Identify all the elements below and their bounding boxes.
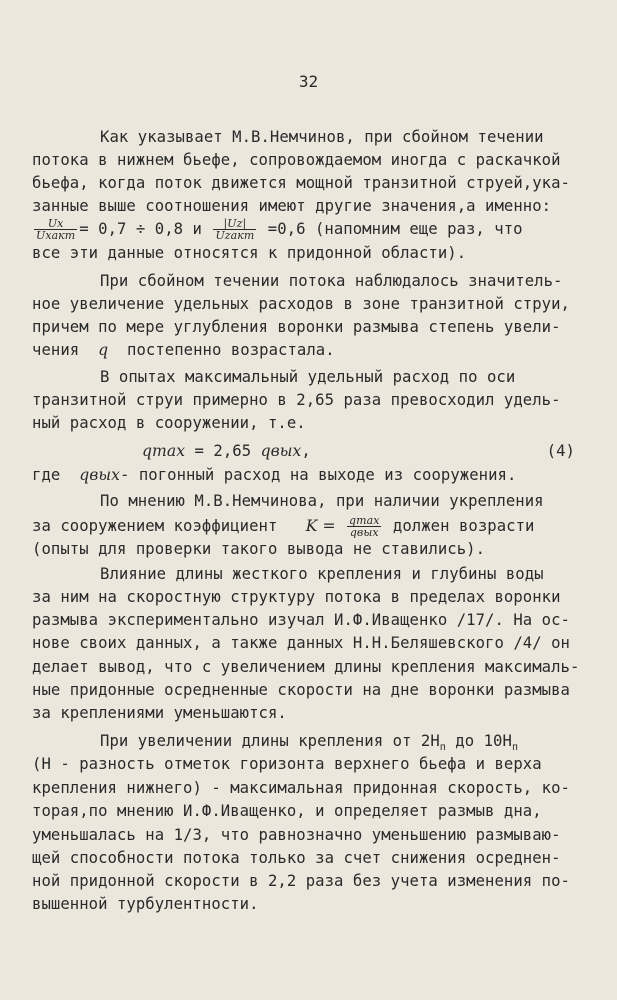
text-line: торая,по мнению И.Ф.Иващенко, и определяет размыв дна,	[32, 802, 542, 820]
equation-4: qmax = 2,65 qвых, (4)	[142, 440, 587, 463]
text-line: В опытах максимальный удельный расход по оси	[100, 368, 516, 386]
text-line: ные придонные осредненные скорости на дне воронки размыва	[32, 681, 570, 699]
text-line: чения q постепенно возрастала.	[32, 341, 335, 359]
text-line: занные выше соотношения имеют другие значения,а именно:	[32, 197, 552, 215]
fraction-ux: $\frac{U̅x}{\text{Uхакт}}$	[36, 218, 76, 241]
text-line: делает вывод, что с увеличением длины крепления максималь-	[32, 658, 580, 676]
text-line: Влияние длины жесткого крепления и глубины воды	[100, 565, 544, 583]
formula-line: $\frac{U̅x}{\text{Uхакт}}$ = 0,7 ÷ 0,8 и $\frac{|U̅z|}{\text{Uzакт}}$ =0,6 (напомним еще раз, что	[36, 218, 523, 241]
text-line: где qвых- погонный расход на выходе из сооружения.	[32, 466, 517, 484]
text-line: за креплениями уменьшаются.	[32, 704, 287, 722]
text-line: за сооружением коэффициент K = $\frac{qmax}{\text{qвых}}$ должен возрасти	[32, 515, 535, 538]
text-line: При увеличении длины крепления от $2H_п$ до $10H_п$	[100, 732, 519, 754]
text-line: размыва экспериментально изучал И.Ф.Иващенко /17/. На ос-	[32, 611, 570, 629]
text-line: вышенной турбулентности.	[32, 895, 259, 913]
text-line: По мнению М.В.Немчинова, при наличии укрепления	[100, 492, 544, 510]
text-line: бьефа, когда поток движется мощной транзитной струей,ука-	[32, 174, 570, 192]
text-line: все эти данные относятся к придонной области).	[32, 244, 467, 262]
fraction-k: $\frac{qmax}{\text{qвых}}$	[349, 515, 380, 538]
text-line: причем по мере углубления воронки размыва степень увели-	[32, 318, 561, 336]
text-line: ное увеличение удельных расходов в зоне транзитной струи,	[32, 295, 570, 313]
text-line: щей способности потока только за счет снижения осреднен-	[32, 849, 561, 867]
text-line: за ним на скоростную структуру потока в пределах воронки	[32, 588, 561, 606]
text-line: При сбойном течении потока наблюдалось значитель-	[100, 272, 563, 290]
fraction-uz: $\frac{|U̅z|}{\text{Uzакт}}$	[215, 218, 255, 241]
text-line: нове своих данных, а также данных Н.Н.Беляшевского /4/ он	[32, 634, 570, 652]
text-line: Как указывает М.В.Немчинов, при сбойном течении	[100, 128, 544, 146]
text-line: ный расход в сооружении, т.е.	[32, 414, 306, 432]
page-number: 32	[298, 72, 319, 91]
text-line: (опыты для проверки такого вывода не ставились).	[32, 540, 486, 558]
text-line: (H - разность отметок горизонта верхнего бьефа и верха	[32, 755, 542, 773]
text-line: уменьшалась на 1/3, что равнозначно уменьшению размываю-	[32, 826, 561, 844]
symbol-q: q	[98, 341, 109, 359]
equation-number: (4)	[546, 442, 575, 460]
text-line: транзитной струи примерно в 2,65 раза превосходил удель-	[32, 391, 561, 409]
text-line: крепления нижнего) - максимальная придонная скорость, ко-	[32, 779, 570, 797]
text-line: потока в нижнем бьефе, сопровождаемом иногда с раскачкой	[32, 151, 561, 169]
text-line: ной придонной скорости в 2,2 раза без учета изменения по-	[32, 872, 570, 890]
